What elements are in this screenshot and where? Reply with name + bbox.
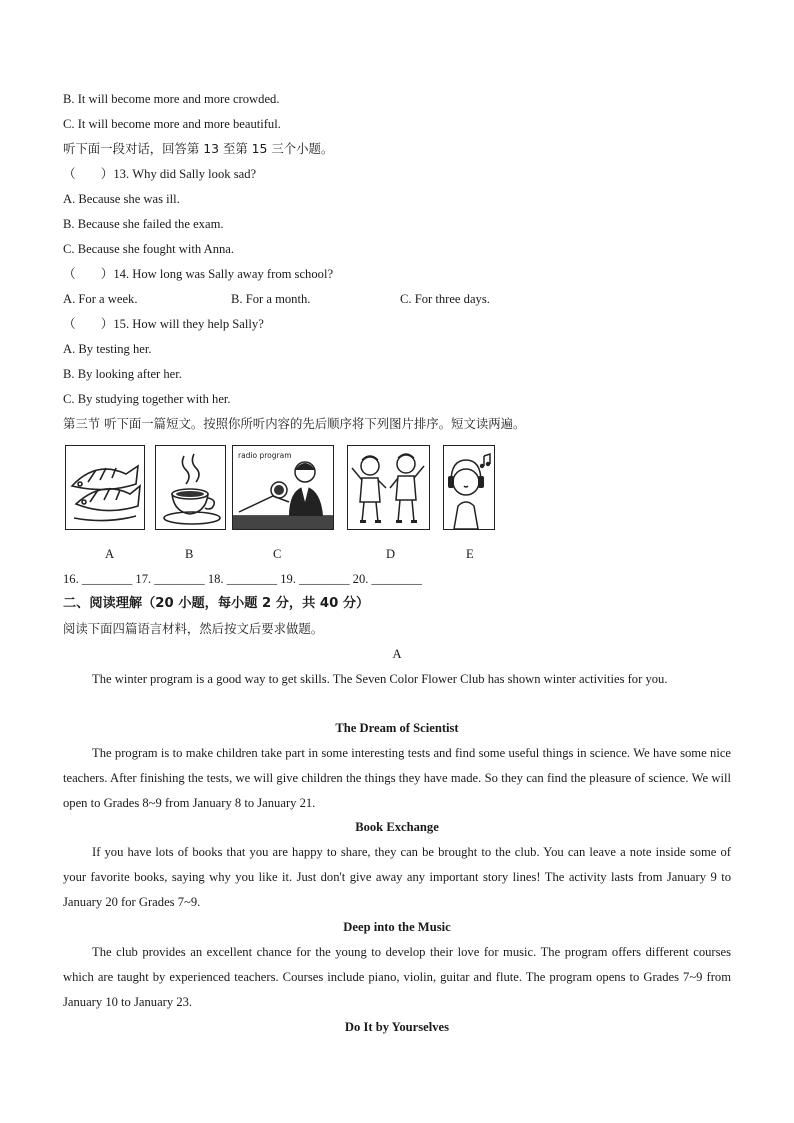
item-body-book-exchange: If you have lots of books that you are happy to share, they can be brought to the club. You can leave a note inside some of your favorite books, saying why you like it. Just don't give away any important story lines! The activity lasts from January 9 to January 20 for Grades 7~9.: [63, 845, 731, 909]
item-body-music: The club provides an excellent chance for the young to develop their love for music. The program offers different courses which are taught by experienced teachers. Courses include piano, violin, guitar and flute. The program opens to Grades 7~9 from January 10 to January 23.: [63, 945, 731, 1009]
picture-b: [155, 445, 226, 530]
picture-a: [65, 445, 145, 530]
picture-e: [443, 445, 495, 530]
option-12-c: C. It will become more and more beautiful.: [63, 117, 281, 131]
option-13-a: A. Because she was ill.: [63, 192, 180, 206]
answer-blanks-16-20: 16. ________ 17. ________ 18. ________ 19. ________ 20. ________: [63, 572, 422, 586]
item-title-scientist: The Dream of Scientist: [335, 721, 459, 735]
item-body-scientist: The program is to make children take part in some interesting tests and find some useful things in science. We have some nice teachers. After finishing the tests, we will give children the things they have made. So they can find the pleasure of science. We will open to Grades 8~9 from January 8 to January 21.: [63, 746, 731, 810]
passage-label: A: [392, 647, 402, 661]
coffee-cup-icon: [156, 446, 225, 529]
headphones-icon: [444, 446, 494, 529]
section-3-instruction: 第三节 听下面一篇短文。按照你所听内容的先后顺序将下列图片排序。短文读两遍。: [63, 416, 526, 431]
option-15-a: A. By testing her.: [63, 342, 152, 356]
option-15-b: B. By looking after her.: [63, 367, 182, 381]
picture-label-c: C: [273, 547, 282, 561]
passage-intro: The winter program is a good way to get skills. The Seven Color Flower Club has shown winter activities for you.: [92, 672, 668, 686]
radio-program-caption: radio program: [238, 451, 292, 460]
radio-program-icon: [233, 446, 333, 529]
picture-d: [347, 445, 430, 530]
children-icon: [348, 446, 429, 529]
item-title-do-it-yourselves: Do It by Yourselves: [344, 1020, 450, 1034]
option-14-b: B. For a month.: [231, 292, 311, 306]
picture-label-d: D: [386, 547, 396, 561]
option-13-b: B. Because she failed the exam.: [63, 217, 224, 231]
option-13-c: C. Because she fought with Anna.: [63, 242, 235, 256]
option-14-a: A. For a week.: [63, 292, 138, 306]
item-title-book-exchange: Book Exchange: [355, 820, 439, 834]
picture-label-b: B: [185, 547, 194, 561]
fish-icon: [66, 446, 144, 529]
option-15-c: C. By studying together with her.: [63, 392, 231, 406]
option-12-b: B. It will become more and more crowded.: [63, 92, 280, 106]
question-14: （ ）14. How long was Sally away from school?: [63, 267, 334, 281]
option-14-c: C. For three days.: [400, 292, 490, 306]
reading-instruction: 阅读下面四篇语言材料，然后按文后要求做题。: [63, 621, 324, 636]
picture-label-e: E: [466, 547, 474, 561]
question-15: （ ）15. How will they help Sally?: [63, 317, 264, 331]
picture-label-a: A: [105, 547, 115, 561]
picture-c: [232, 445, 334, 530]
question-13: （ ）13. Why did Sally look sad?: [63, 167, 257, 181]
item-title-music: Deep into the Music: [343, 920, 451, 934]
instruction-13-15: 听下面一段对话，回答第 13 至第 15 三个小题。: [63, 141, 334, 156]
reading-section-title: 二、阅读理解（20 小题，每小题 2 分，共 40 分）: [63, 596, 370, 611]
